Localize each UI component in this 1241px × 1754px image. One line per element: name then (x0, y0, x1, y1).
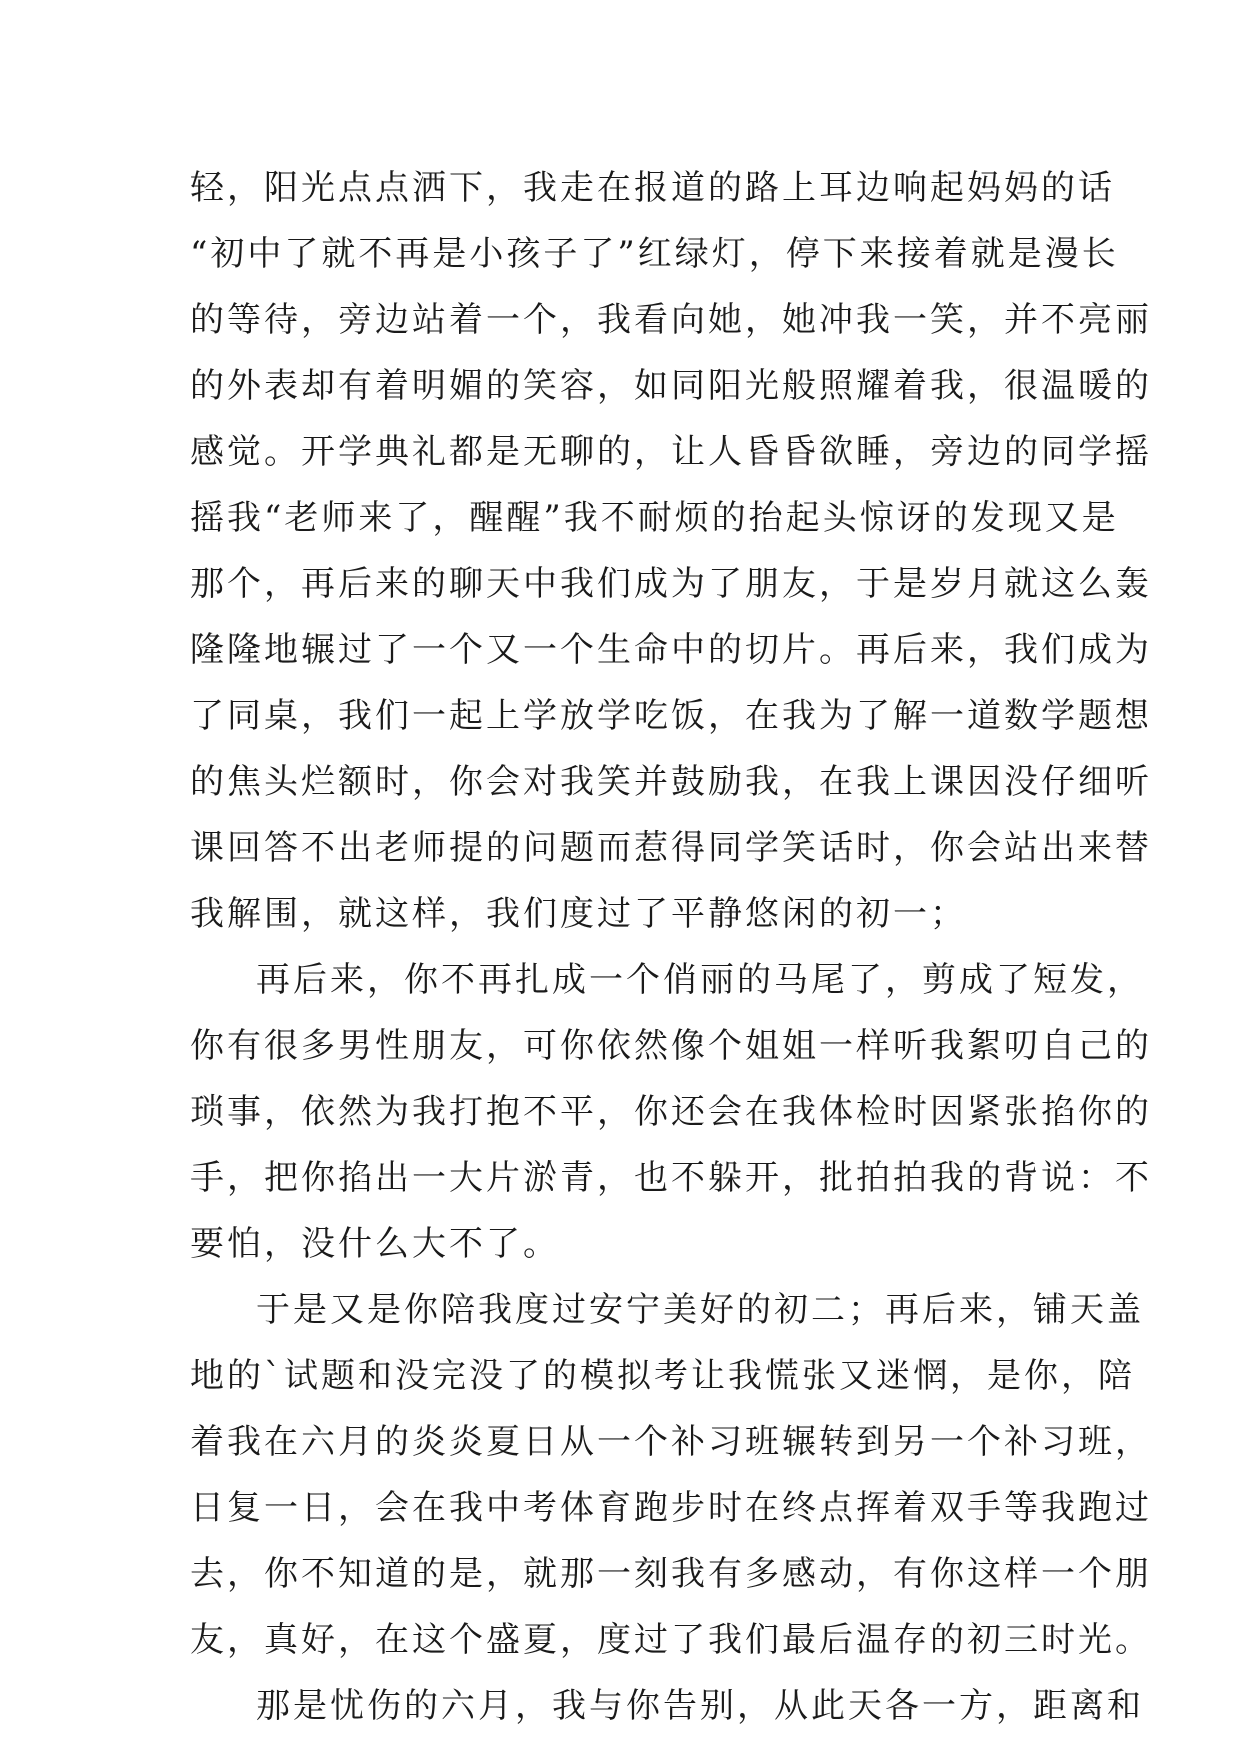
text-line: 的焦头烂额时，你会对我笑并鼓励我，在我上课因没仔细听 (190, 762, 1152, 802)
text-line: 那个，再后来的聊天中我们成为了朋友，于是岁月就这么轰 (190, 564, 1152, 604)
text-line: 感觉。开学典礼都是无聊的，让人昏昏欲睡，旁边的同学摇 (190, 432, 1152, 472)
text-line: 友，真好，在这个盛夏，度过了我们最后温存的初三时光。 (190, 1620, 1152, 1660)
text-line: 的外表却有着明媚的笑容，如同阳光般照耀着我，很温暖的 (190, 366, 1152, 406)
text-line: 要怕，没什么大不了。 (190, 1224, 560, 1264)
text-line: 日复一日，会在我中考体育跑步时在终点挥着双手等我跑过 (190, 1488, 1152, 1528)
text-line: 轻，阳光点点洒下，我走在报道的路上耳边响起妈妈的话 (190, 168, 1115, 208)
text-line: 琐事，依然为我打抱不平，你还会在我体检时因紧张掐你的 (190, 1092, 1152, 1132)
text-line: 去，你不知道的是，就那一刻我有多感动，有你这样一个朋 (190, 1554, 1152, 1594)
text-line: 于是又是你陪我度过安宁美好的初二；再后来，铺天盖 (256, 1290, 1144, 1330)
text-line: 再后来，你不再扎成一个俏丽的马尾了，剪成了短发， (256, 960, 1144, 1000)
text-line: 的等待，旁边站着一个，我看向她，她冲我一笑，并不亮丽 (190, 300, 1152, 340)
paragraph-4 (190, 1673, 1144, 1739)
text-line: “初中了就不再是小孩子了”红绿灯，停下来接着就是漫长 (190, 234, 1119, 274)
paragraph-3 (190, 1277, 1152, 1673)
text-line: 地的`试题和没完没了的模拟考让我慌张又迷惘，是你，陪 (190, 1356, 1135, 1396)
text-line: 那是忧伤的六月，我与你告别，从此天各一方，距离和 (256, 1686, 1144, 1726)
body-text (190, 155, 1152, 1739)
text-line: 摇我“老师来了，醒醒”我不耐烦的抬起头惊讶的发现又是 (190, 498, 1119, 538)
text-line: 我解围，就这样，我们度过了平静悠闲的初一； (190, 894, 967, 934)
text-line: 了同桌，我们一起上学放学吃饭，在我为了解一道数学题想 (190, 696, 1152, 736)
paragraph-2 (190, 947, 1152, 1277)
text-line: 着我在六月的炎炎夏日从一个补习班辗转到另一个补习班， (190, 1422, 1152, 1462)
paragraph-1 (190, 155, 1152, 947)
text-line: 手，把你掐出一大片淤青，也不躲开，批拍拍我的背说：不 (190, 1158, 1152, 1198)
text-line: 隆隆地辗过了一个又一个生命中的切片。再后来，我们成为 (190, 630, 1152, 670)
text-line: 课回答不出老师提的问题而惹得同学笑话时，你会站出来替 (190, 828, 1152, 868)
text-line: 你有很多男性朋友，可你依然像个姐姐一样听我絮叨自己的 (190, 1026, 1152, 1066)
